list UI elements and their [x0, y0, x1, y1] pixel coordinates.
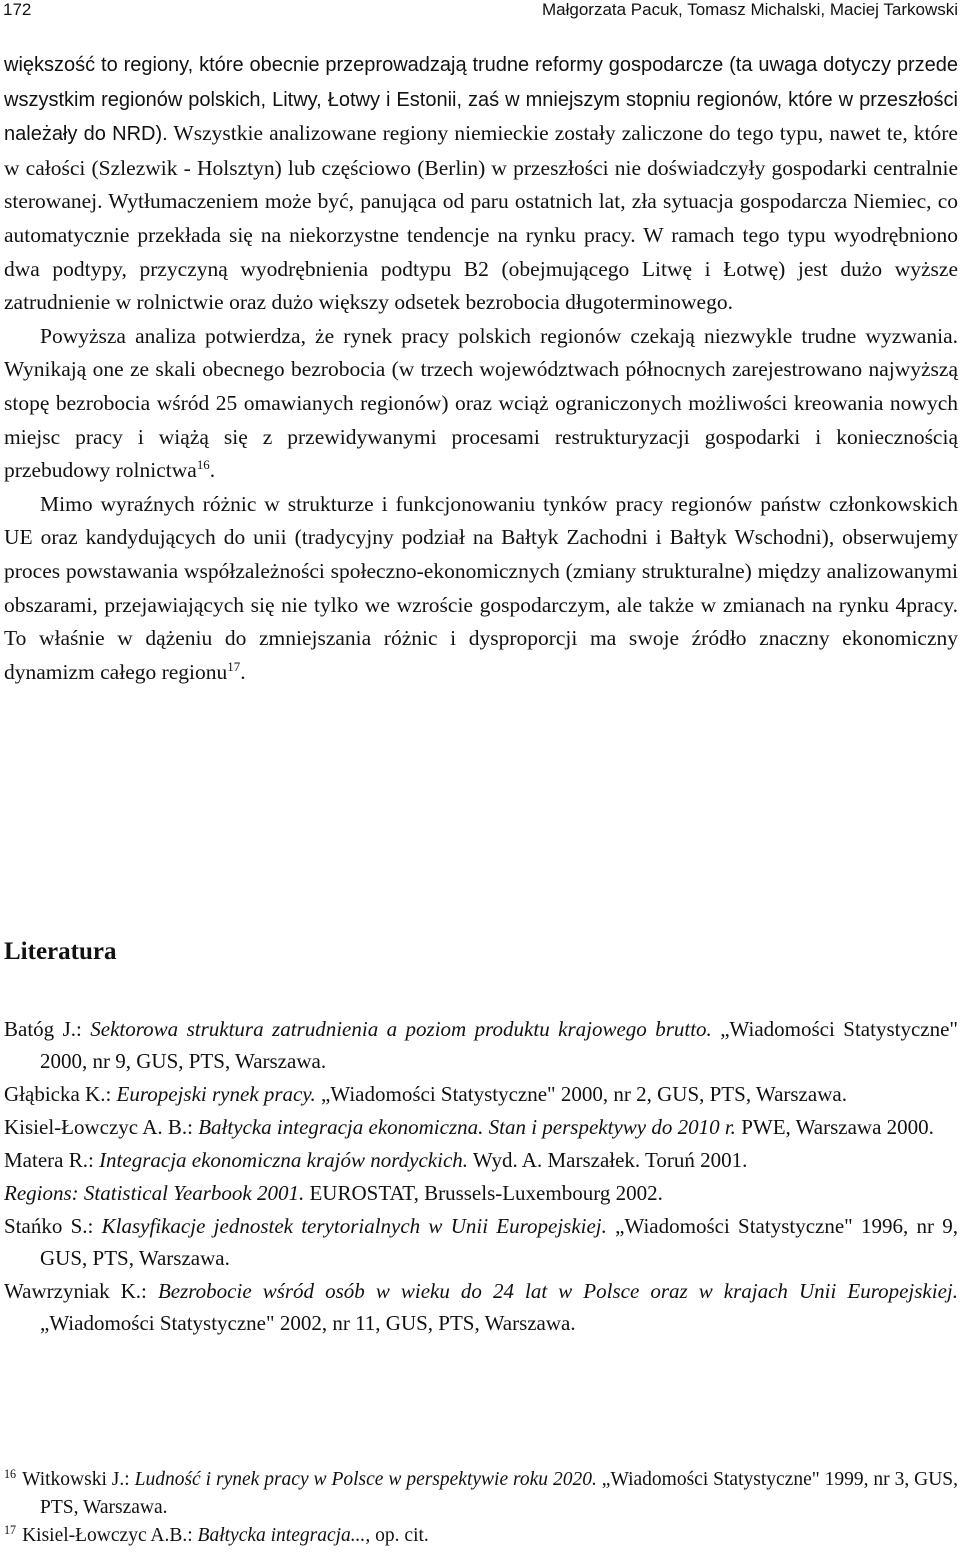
- paragraph-3-text: Mimo wyraźnych różnic w strukturze i funkcjonowaniu tynków pracy regionów państw członkowskich UE oraz kandydujących do unii (tradycyjny podział na Bałtyk Zachodni i Bałtyk Wschodni), obserwujemy proces powstawania współzależności społeczno-ekonomicznych (zmiany strukturalne) między analizowanymi obszarami, przejawiających się nie tylko we wzroście gospodarczym, ale także w zmianach na rynku 4pracy. To właśnie w dążeniu do zmniejszania różnic i dysproporcji ma swoje źródło znaczny ekonomiczny dynamizm całego regionu: [4, 491, 958, 684]
- footnote-16: [4, 1466, 958, 1522]
- literature-heading: Literatura: [4, 938, 117, 965]
- footnote-source: op. cit.: [370, 1525, 429, 1546]
- paragraph-2-end: .: [209, 458, 216, 483]
- footnote-17: [4, 1522, 958, 1550]
- footnote-mark: 17: [4, 1522, 17, 1537]
- paragraph-3-end: .: [240, 659, 246, 684]
- reference-title: Bałtycka integracja ekonomiczna. Stan i perspektywy do 2010 r.: [198, 1115, 736, 1139]
- reference-author: Kisiel-Łowczyc A. B.:: [4, 1115, 199, 1139]
- reference-author: Stańko S.:: [4, 1214, 102, 1238]
- paragraph-1-lead: większość to regiony, które obecnie przeprowadzają trudne reformy gospodarcze (ta uwaga dotyczy przede wszystkim regionów polskich, Litwy, Łotwy i Estonii, zaś w mniejszym stopniu regionów, które w przeszłości należały do NRD).: [4, 54, 958, 146]
- reference-item: [4, 1177, 958, 1209]
- reference-title: Sektorowa struktura zatrudnienia a poziom produktu krajowego brutto.: [90, 1017, 712, 1041]
- reference-item: [4, 1275, 958, 1339]
- reference-source: EUROSTAT, Brussels-Luxembourg 2002.: [304, 1181, 663, 1205]
- page-number: 172: [3, 0, 32, 19]
- reference-source: „Wiadomości Statystyczne" 1996, nr 9, GUS, PTS, Warszawa.: [40, 1214, 958, 1270]
- reference-author: Wawrzyniak K.:: [4, 1279, 158, 1303]
- footnote-mark: 16: [4, 1466, 17, 1481]
- reference-title: Klasyfikacje jednostek terytorialnych w Unii Europejskiej.: [101, 1214, 607, 1238]
- paragraph-3: [4, 488, 958, 690]
- reference-title: Europejski rynek pracy.: [116, 1082, 316, 1106]
- footnote-title: Bałtycka integracja...,: [197, 1525, 371, 1546]
- reference-item: [4, 1078, 958, 1110]
- body-text: [4, 48, 958, 689]
- footnote-source: „Wiadomości Statystyczne" 1999, nr 3, GUS, PTS, Warszawa.: [40, 1469, 959, 1518]
- reference-item: [4, 1210, 958, 1274]
- paragraph-2-text: Powyższa analiza potwierdza, że rynek pracy polskich regionów czekają niezwykle trudne wyzwania. Wynikają one ze skali obecnego bezrobocia (w trzech województwach północnych zarejestrowano najwyższą stopę bezrobocia wśród 25 omawianych regionów) oraz wciąż ograniczonych możliwości kreowania nowych miejsc pracy i wiążą się z przewidywanymi procesami restrukturyzacji gospodarki i koniecznością przebudowy rolnictwa: [4, 323, 958, 483]
- reference-source: „Wiadomości Statystyczne" 2000, nr 2, GUS, PTS, Warszawa.: [315, 1082, 847, 1106]
- reference-source: PWE, Warszawa 2000.: [735, 1115, 934, 1139]
- reference-author: Batóg J.:: [4, 1017, 91, 1041]
- footnote-author: Witkowski J.:: [22, 1469, 135, 1490]
- reference-list: [4, 1013, 958, 1340]
- footnote-ref-17[interactable]: 17: [227, 659, 241, 674]
- reference-item: [4, 1144, 958, 1176]
- footnote-title: Ludność i rynek pracy w Polsce w perspektywie roku 2020.: [134, 1469, 597, 1490]
- reference-source: „Wiadomości Statystyczne" 2002, nr 11, GUS, PTS, Warszawa.: [40, 1311, 576, 1335]
- reference-item: [4, 1013, 958, 1077]
- reference-source: „Wiadomości Statystyczne" 2000, nr 9, GUS, PTS, Warszawa.: [40, 1017, 958, 1073]
- reference-author: Głąbicka K.:: [4, 1082, 117, 1106]
- paragraph-2: [4, 320, 958, 488]
- footnotes: [4, 1466, 958, 1550]
- reference-title: Bezrobocie wśród osób w wieku do 24 lat w Polsce oraz w krajach Unii Europejskiej.: [157, 1279, 958, 1303]
- page-header: [0, 0, 960, 24]
- paragraph-1: [4, 48, 958, 320]
- footnote-author: Kisiel-Łowczyc A.B.:: [22, 1525, 198, 1546]
- reference-source: Wyd. A. Marszałek. Toruń 2001.: [468, 1148, 748, 1172]
- reference-item: [4, 1111, 958, 1143]
- reference-author: Matera R.:: [4, 1148, 100, 1172]
- running-head-authors: Małgorzata Pacuk, Tomasz Michalski, Maciej Tarkowski: [541, 0, 958, 19]
- reference-title: Integracja ekonomiczna krajów nordyckich.: [99, 1148, 469, 1172]
- reference-title: Regions: Statistical Yearbook 2001.: [4, 1181, 305, 1205]
- footnote-ref-16[interactable]: 16: [196, 457, 210, 472]
- paragraph-1-body: Wszystkie analizowane regiony niemieckie zostały zaliczone do tego typu, nawet te, które w całości (Szlezwik - Holsztyn) lub częściowo (Berlin) w przeszłości nie doświadczyły gospodarki centralnie sterowanej. Wytłumaczeniem może być, panująca od paru ostatnich lat, zła sytuacja gospodarcza Niemiec, co automatycznie przekłada się na niekorzystne tendencje na rynku pracy. W ramach tego typu wyodrębniono dwa podtypy, przyczyną wyodrębnienia podtypu B2 (obejmującego Litwę i Łotwę) jest dużo wyższe zatrudnienie w rolnictwie oraz dużo większy odsetek bezrobocia długoterminowego.: [4, 121, 958, 315]
